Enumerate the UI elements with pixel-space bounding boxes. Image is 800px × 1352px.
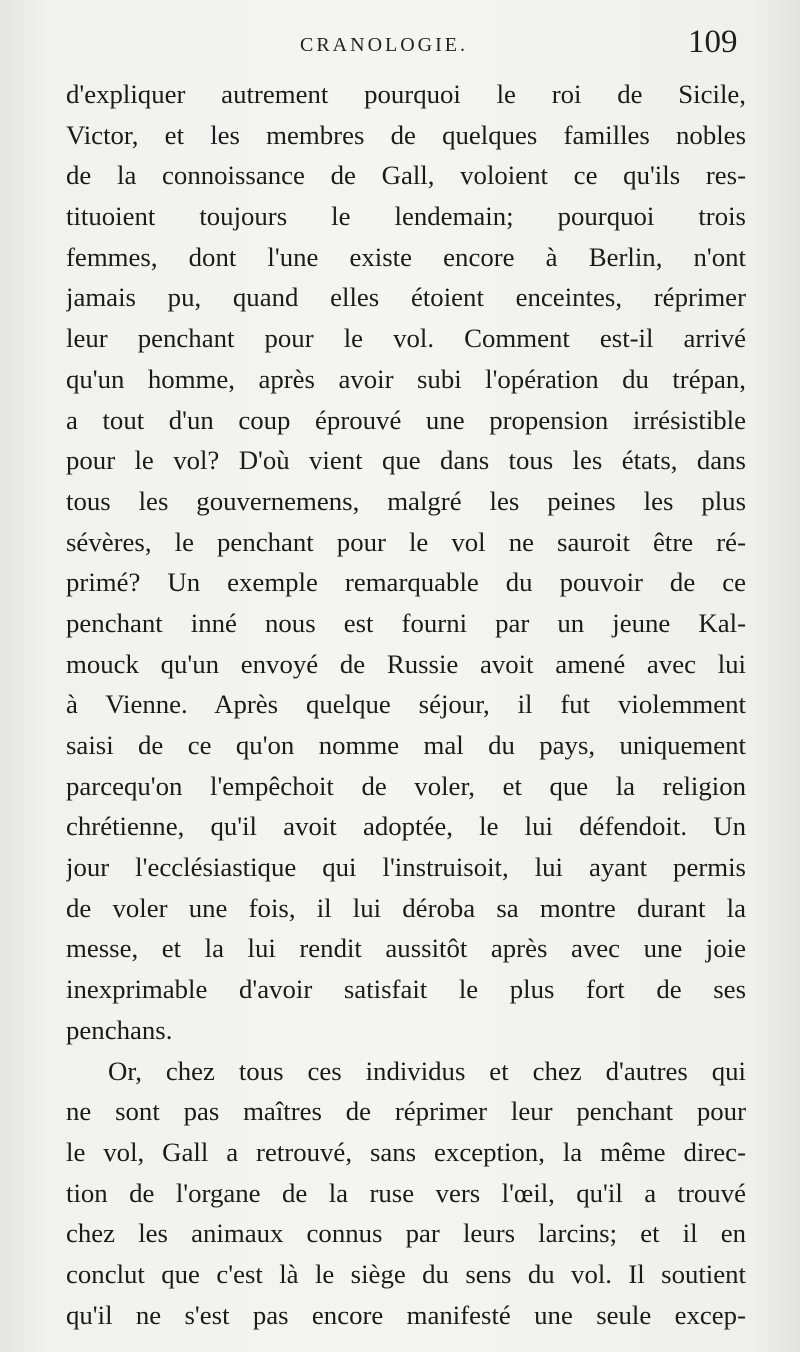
text-line: tituoient toujours le lendemain; pourquoi trois <box>66 201 746 232</box>
text-line: tion de l'organe de la ruse vers l'œil, qu'il a trouvé <box>66 1177 746 1208</box>
page-number: 109 <box>688 24 738 60</box>
text-line: conclut que c'est là le siège du sens du vol. Il soutient <box>66 1258 746 1289</box>
text-line: parcequ'on l'empêchoit de voler, et que la religion <box>66 770 746 801</box>
paragraph-1 <box>66 74 746 1051</box>
text-line: saisi de ce qu'on nomme mal du pays, uniquement <box>66 730 746 760</box>
text-line: penchant inné nous est fourni par un jeune Kal- <box>66 607 746 638</box>
text-line: tous les gouvernemens, malgré les peines les plus <box>66 485 746 516</box>
text-line: à Vienne. Après quelque séjour, il fut violemment <box>66 689 746 720</box>
page-body <box>66 74 746 1335</box>
text-line: qu'il ne s'est pas encore manifesté une seule excep- <box>66 1299 746 1330</box>
running-title: CRANOLOGIE. <box>300 34 468 56</box>
text-line: pour le vol? D'où vient que dans tous les états, dans <box>66 445 746 476</box>
text-line: sévères, le penchant pour le vol ne sauroit être ré- <box>66 526 746 557</box>
text-line: messe, et la lui rendit aussitôt après avec une joie <box>66 933 746 964</box>
text-line: penchans. <box>66 1014 173 1045</box>
text-line: chez les animaux connus par leurs larcins; et il en <box>66 1218 746 1249</box>
text-line: primé? Un exemple remarquable du pouvoir de ce <box>66 567 746 598</box>
text-line: de la connoissance de Gall, voloient ce qu'ils res- <box>66 160 746 191</box>
text-line: qu'un homme, après avoir subi l'opération du trépan, <box>66 363 746 394</box>
running-head <box>0 24 800 70</box>
text-line: jour l'ecclésiastique qui l'instruisoit, lui ayant permis <box>66 852 746 883</box>
text-line: Or, chez tous ces individus et chez d'autres qui <box>108 1055 746 1086</box>
text-line: leur penchant pour le vol. Comment est-il arrivé <box>66 323 746 354</box>
text-line: de voler une fois, il lui déroba sa montre durant la <box>66 892 746 923</box>
text-line: Victor, et les membres de quelques familles nobles <box>66 119 746 150</box>
text-line: femmes, dont l'une existe encore à Berlin, n'ont <box>66 241 746 272</box>
text-line: jamais pu, quand elles étoient enceintes, réprimer <box>66 282 746 313</box>
text-line: inexprimable d'avoir satisfait le plus fort de ses <box>66 974 746 1005</box>
paragraph-2 <box>66 1051 746 1336</box>
text-line: le vol, Gall a retrouvé, sans exception, la même direc- <box>66 1136 746 1167</box>
text-line: chrétienne, qu'il avoit adoptée, le lui défendoit. Un <box>66 811 746 842</box>
text-line: a tout d'un coup éprouvé une propension irrésistible <box>66 404 746 435</box>
text-line: mouck qu'un envoyé de Russie avoit amené avec lui <box>66 648 746 679</box>
text-line: d'expliquer autrement pourquoi le roi de Sicile, <box>66 79 746 109</box>
text-line: ne sont pas maîtres de réprimer leur penchant pour <box>66 1096 746 1127</box>
